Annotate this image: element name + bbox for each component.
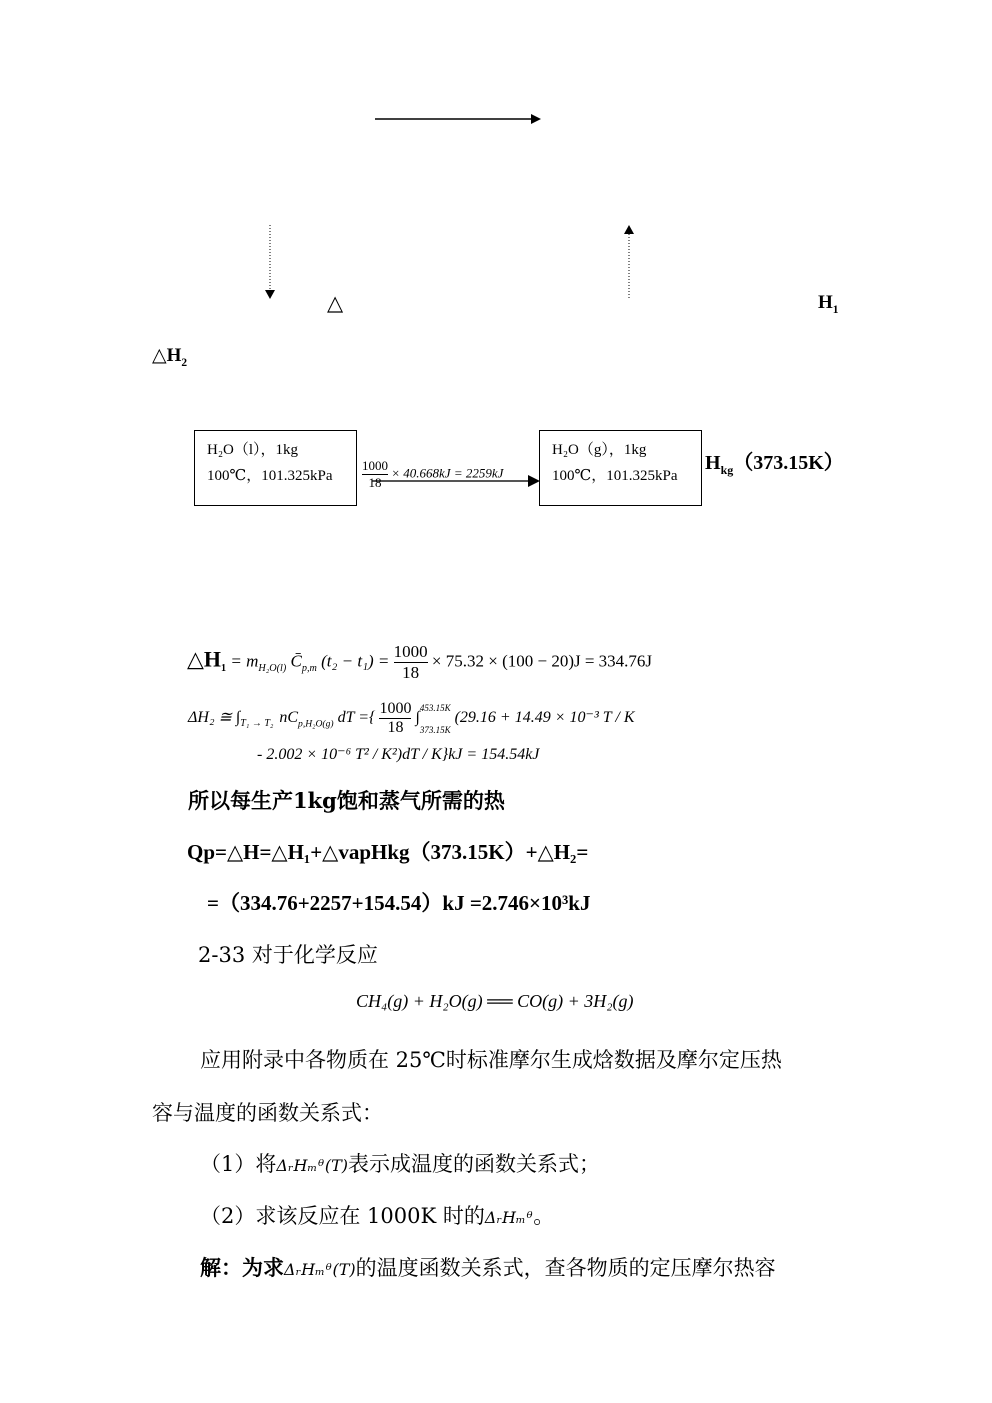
- dh2-ncp-sub: p,H₂O(g): [298, 718, 334, 730]
- h1-label: [818, 292, 838, 316]
- q1-prefix: （1）将: [200, 1152, 277, 1176]
- dh1-cp-sub: p,m: [301, 662, 317, 674]
- dh2-num: 1000: [379, 700, 412, 717]
- sum-line: =（334.76+2257+154.54）kJ =2.746×10³kJ: [207, 891, 591, 915]
- hkg-sub: kg: [720, 463, 734, 477]
- arrow-frac-num: 1000: [362, 458, 388, 473]
- dh2-line2: - 2.002 × 10⁻⁶ T² / K²)dT / K}kJ = 154.54kJ: [257, 746, 540, 763]
- dh1-fraction: [394, 642, 428, 683]
- dh2-equation: [188, 700, 634, 737]
- dh1-result: × 75.32 × (100 − 20)J = 334.76J: [431, 651, 653, 671]
- sol-prefix: 解：为求: [200, 1255, 284, 1280]
- sol-symbol: ΔᵣHₘᶿ(T): [284, 1260, 356, 1279]
- dh2-lhs: ΔH₂ ≅ ∫: [188, 709, 241, 727]
- q2-symbol: ΔᵣHₘᶿ: [484, 1208, 534, 1227]
- dh2-text: △H: [152, 345, 182, 366]
- problem-title: 2-33 对于化学反应: [198, 943, 378, 967]
- question-2: [200, 1200, 554, 1230]
- liquid-water-box: [194, 430, 357, 506]
- dh2-lower: 373.15K: [419, 724, 451, 735]
- paragraph-line1: 应用附录中各物质在 25℃时标准摩尔生成焓数据及摩尔定压热: [200, 1048, 782, 1072]
- dh1-cp: C̄: [290, 651, 302, 671]
- dh2-integrand: (29.16 + 14.49 × 10⁻³ T / K: [454, 709, 635, 727]
- dh2-sub: 2: [181, 356, 188, 369]
- reaction-equation: CH₄(g) + H₂O(g) ══ CO(g) + 3H₂(g): [356, 991, 634, 1011]
- dh1-mass: = m: [230, 651, 259, 671]
- paragraph-line2: 容与温度的函数关系式：: [152, 1101, 383, 1125]
- qp-line: Qp=△H=△H₁+△vapHkg（373.15K）+△H₂=: [187, 840, 589, 864]
- dh1-num: 1000: [393, 642, 428, 661]
- dh1-lhs: △H: [187, 646, 222, 672]
- hkg-label: [705, 446, 844, 478]
- dh2-fraction: [379, 700, 411, 737]
- dh1-delta-t: (t₂ − t₁) =: [321, 651, 390, 671]
- arrow-text: × 40.668kJ = 2259kJ: [391, 465, 504, 481]
- question-1: [200, 1148, 600, 1178]
- vapor-water-box: [539, 430, 702, 506]
- arrow-label: [362, 458, 503, 491]
- dh1-lhs-sub: 1: [221, 662, 227, 674]
- q1-suffix: 表示成温度的函数关系式；: [347, 1152, 600, 1176]
- box-right-line2: 100℃，101.325kPa: [552, 468, 678, 484]
- dh2-int-limits: T₁ → T₂: [240, 718, 274, 730]
- box-right-line1: H₂O（g），1kg: [552, 442, 647, 458]
- arrow-fraction: [362, 458, 388, 491]
- solution-line: [200, 1252, 776, 1282]
- so-line: 所以每生产1kg饱和蒸气所需的热: [188, 788, 505, 813]
- dh1-mass-sub: H₂O(l): [258, 662, 287, 674]
- h1-sub: 1: [832, 303, 839, 316]
- dh2-upper: 453.15K: [419, 702, 451, 713]
- dh2-dt: dT ={: [337, 709, 376, 727]
- q2-suffix: 。: [533, 1204, 555, 1228]
- up-dotted-arrow-icon: [624, 225, 634, 300]
- hkg-temp: （373.15K）: [733, 452, 844, 474]
- dh1-den: 18: [402, 663, 420, 682]
- q1-symbol: ΔᵣHₘᶿ(T): [276, 1156, 348, 1175]
- arrow-frac-den: 18: [368, 475, 382, 490]
- box-left-line2: 100℃，101.325kPa: [207, 468, 333, 484]
- h1-text: H: [818, 292, 833, 313]
- sol-suffix: 的温度函数关系式，查各物质的定压摩尔热容: [355, 1256, 776, 1280]
- triangle-label: △: [327, 291, 344, 315]
- top-arrow-icon: [375, 114, 541, 124]
- dh2-integral: ∫: [415, 709, 420, 727]
- hkg-text: H: [705, 452, 721, 474]
- dh2-label: [152, 344, 187, 369]
- dh2-den: 18: [387, 719, 404, 736]
- dh2-integral-limits: [420, 703, 451, 735]
- box-left-line1: H₂O（l），1kg: [207, 442, 299, 458]
- q2-prefix: （2）求该反应在 1000K 时的: [200, 1204, 485, 1228]
- dh2-ncp: nC: [279, 709, 299, 727]
- down-dotted-arrow-icon: [265, 225, 275, 299]
- dh1-equation: [187, 642, 652, 683]
